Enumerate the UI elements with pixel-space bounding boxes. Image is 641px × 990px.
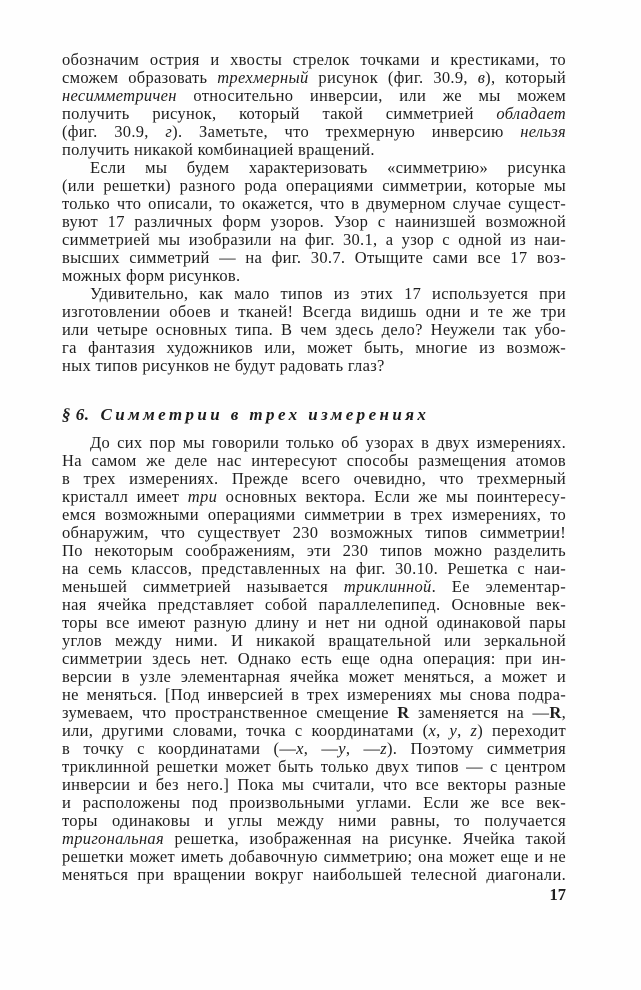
- text-run: не меняться. [Под инверсией в трех измерениях мы снова подра-: [62, 686, 566, 704]
- italic-text: x: [428, 722, 437, 740]
- text-line: [62, 249, 566, 267]
- text-run: зумеваем, что пространственное смещение: [62, 704, 398, 722]
- text-line: [62, 614, 566, 632]
- text-run: меняться при вращении вокруг наибольшей телесной диагонали.: [62, 866, 566, 884]
- text-run: емся возможными операциями симметрии в трех измерениях, то: [62, 506, 566, 524]
- text-run: инверсии и без него.] Пока мы считали, что все векторы разные: [62, 776, 566, 794]
- paragraph: [62, 285, 566, 375]
- italic-text: y: [338, 740, 346, 758]
- text-run: получить никакой комбинацией вращений.: [62, 141, 375, 159]
- text-run: относительно инверсии, или же мы можем: [176, 87, 566, 105]
- text-line: [62, 704, 566, 722]
- page-number: 17: [549, 885, 566, 904]
- italic-text: x: [296, 740, 304, 758]
- text-line: [62, 285, 566, 303]
- paragraph: [62, 159, 566, 285]
- text-run: ). Поэтому симметрия: [387, 740, 566, 758]
- paragraph: [62, 51, 566, 159]
- text-run: (или решетки) разного рода операциями симметрии, которые мы: [62, 177, 566, 195]
- text-run: торы одинаковы и углы между ними равны, то получается: [62, 812, 566, 830]
- text-run: кристалл имеет: [62, 488, 188, 506]
- text-run: в трех измерениях. Прежде всего очевидно, что трехмерный: [62, 470, 566, 488]
- text-run: обнаружим, что существует 230 возможных типов симметрии!: [62, 524, 566, 542]
- text-line: [62, 632, 566, 650]
- bold-symbol: R: [397, 704, 410, 722]
- text-run: ), который: [485, 69, 566, 87]
- text-line: [62, 51, 566, 69]
- text-run: На самом же деле нас интересуют способы размещения атомов: [62, 452, 566, 470]
- italic-text: нельзя: [520, 123, 566, 141]
- text-line: [62, 159, 566, 177]
- text-line: [62, 105, 566, 123]
- text-run: га фантазия художников или, может быть, многие из возмож-: [62, 339, 566, 357]
- text-run: ). Заметьте, что трехмерную инверсию: [172, 123, 521, 141]
- text-line: [62, 524, 566, 542]
- text-run: углов между ними. И никакой вращательной или зеркальной: [62, 632, 566, 650]
- text-run: симметрией мы изобразили на фиг. 30.1, а узор с одной из наи-: [62, 231, 566, 249]
- text-run: или четыре основных типа. В чем здесь дело? Неужели так убо-: [62, 321, 566, 339]
- section-number: § 6.: [62, 405, 90, 424]
- text-run: рисунок (фиг. 30.9,: [308, 69, 478, 87]
- text-run: ,: [561, 704, 566, 722]
- text-run: решетка, изображенная на рисунке. Ячейка такой: [163, 830, 566, 848]
- text-line: [62, 542, 566, 560]
- italic-text: z: [470, 722, 478, 740]
- italic-text: обладает: [496, 105, 566, 123]
- text-line: [62, 848, 566, 866]
- text-run: версии в узле элементарная ячейка может меняться, а может и: [62, 668, 566, 686]
- section-title: Симметрии в трех измерениях: [100, 405, 430, 424]
- text-run: заменяется на —: [409, 704, 550, 722]
- text-run: ная ячейка представляет собой параллелепипед. Основные век-: [62, 596, 566, 614]
- text-run: или, другими словами, точка с координатами (: [62, 722, 429, 740]
- text-line: [62, 267, 566, 285]
- text-column: [62, 51, 566, 884]
- text-run: высших симметрий — на фиг. 30.7. Отыщите сами все 17 воз-: [62, 249, 566, 267]
- text-run: получить рисунок, который такой симметрией: [62, 105, 497, 123]
- text-run: По некоторым соображениям, эти 230 типов можно разделить: [62, 542, 566, 560]
- text-run: ,: [436, 722, 450, 740]
- text-line: [62, 560, 566, 578]
- section-heading: [62, 404, 566, 426]
- text-line: [62, 339, 566, 357]
- text-run: До сих пор мы говорили только об узорах в двух измерениях.: [90, 434, 566, 452]
- italic-text: триклинной: [343, 578, 432, 596]
- text-line: [62, 758, 566, 776]
- text-run: меньшей симметрией называется: [62, 578, 344, 596]
- bold-symbol: R: [549, 704, 562, 722]
- text-run: торы все имеют разную длину и нет ни одной одинаковой пары: [62, 614, 566, 632]
- italic-text: несимметричен: [62, 87, 177, 105]
- text-run: в точку с координатами (—: [62, 740, 297, 758]
- text-line: [62, 470, 566, 488]
- italic-text: три: [187, 488, 218, 506]
- text-run: обозначим острия и хвосты стрелок точками и крестиками, то: [62, 51, 566, 69]
- text-run: ных типов рисунков не будут радовать глаз?: [62, 357, 385, 375]
- text-run: , —: [303, 740, 339, 758]
- text-line: [62, 866, 566, 884]
- text-run: триклинной решетки может быть только двух типов — с центром: [62, 758, 566, 776]
- text-line: [62, 722, 566, 740]
- text-run: , —: [345, 740, 381, 758]
- italic-text: тригональная: [62, 830, 164, 848]
- text-line: [62, 321, 566, 339]
- text-line: [62, 650, 566, 668]
- text-run: изготовлении обоев и тканей! Всегда видишь одни и те же три: [62, 303, 566, 321]
- text-run: ,: [457, 722, 471, 740]
- text-line: [62, 668, 566, 686]
- italic-text: в: [477, 69, 486, 87]
- text-line: [62, 195, 566, 213]
- text-run: ) переходит: [477, 722, 566, 740]
- text-run: . Ее элементар-: [431, 578, 566, 596]
- text-line: [62, 740, 566, 758]
- text-run: основных вектора. Если же мы поинтересу-: [217, 488, 566, 506]
- text-line: [62, 506, 566, 524]
- text-run: вуют 17 различных форм узоров. Узор с наинизшей возможной: [62, 213, 566, 231]
- text-line: [62, 488, 566, 506]
- text-line: [62, 578, 566, 596]
- text-line: [62, 87, 566, 105]
- text-run: (фиг. 30.9,: [62, 123, 166, 141]
- italic-text: трехмерный: [217, 69, 309, 87]
- text-line: [62, 177, 566, 195]
- italic-text: г: [165, 123, 173, 141]
- text-line: [62, 452, 566, 470]
- text-line: [62, 69, 566, 87]
- text-line: [62, 357, 566, 375]
- italic-text: z: [380, 740, 388, 758]
- text-run: на семь классов, представленных на фиг. 30.10. Решетка с наи-: [62, 560, 566, 578]
- text-run: Если мы будем характеризовать «симметрию» рисунка: [90, 159, 566, 177]
- text-line: [62, 686, 566, 704]
- text-line: [62, 123, 566, 141]
- text-line: [62, 794, 566, 812]
- text-line: [62, 213, 566, 231]
- text-line: [62, 231, 566, 249]
- italic-text: y: [449, 722, 458, 740]
- text-line: [62, 830, 566, 848]
- text-run: решетки может иметь добавочную симметрию; она может еще и не: [62, 848, 566, 866]
- paragraph: [62, 434, 566, 884]
- text-run: можных форм рисунков.: [62, 267, 241, 285]
- text-line: [62, 434, 566, 452]
- text-line: [62, 812, 566, 830]
- text-line: [62, 141, 566, 159]
- text-line: [62, 596, 566, 614]
- text-line: [62, 303, 566, 321]
- text-run: Удивительно, как мало типов из этих 17 используется при: [90, 285, 566, 303]
- text-run: и расположены под произвольными углами. Если же все век-: [62, 794, 566, 812]
- text-run: только что описали, то окажется, что в двумерном случае сущест-: [62, 195, 566, 213]
- text-run: сможем образовать: [62, 69, 218, 87]
- text-line: [62, 776, 566, 794]
- text-run: симметрии здесь нет. Однако есть еще одна операция: при ин-: [62, 650, 566, 668]
